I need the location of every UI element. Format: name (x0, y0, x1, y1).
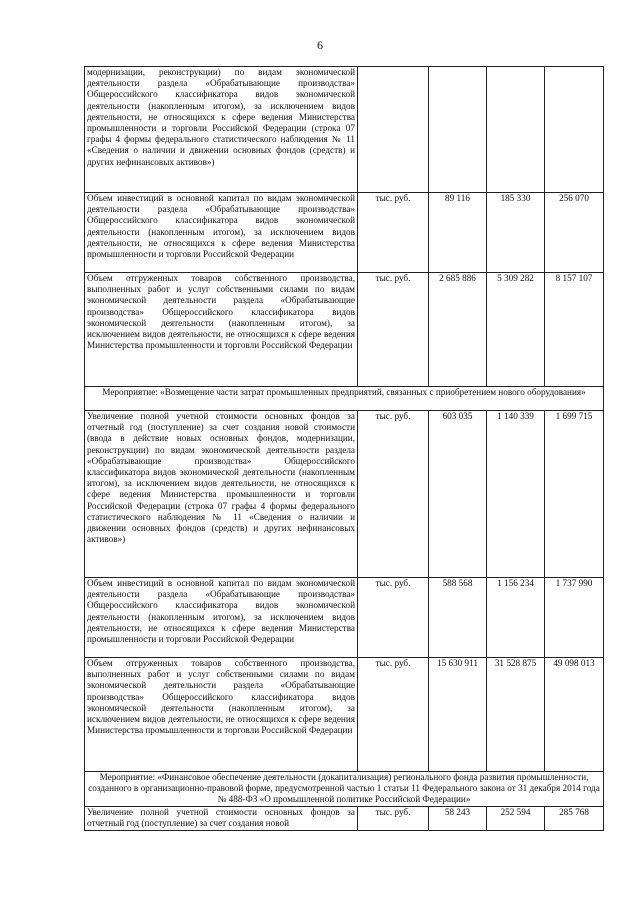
indicator-description: Увеличение полной учетной стоимости основных фондов за отчетный год (поступление) за счет создания новой стоимости (ввода в действие новых основных фондов, модернизации, реконструкции) по видам экономической деятельности раздела «Обрабатывающие производства» Общероссийского классификатора видов экономической деятельности (накопленным итогом), за исключением видов деятельности, не относящихся к сфере ведения Министерства промышленности и торговли Российской Федерации (строка 07 графы 4 формы федерального статистического наблюдения № 11 «Сведения о наличии и движении основных фондов (средств) и других нефинансовых активов») (85, 411, 358, 578)
indicator-value-3: 1 737 990 (545, 578, 604, 658)
indicator-description: модернизации, реконструкции) по видам экономической деятельности раздела «Обрабатывающие производства» Общероссийского классификатора видов экономической деятельности (накопленным итогом), за исключением видов деятельности, не относящихся к сфере ведения Министерства промышленности и торговли Российской Федерации (строка 07 графы 4 формы федерального статистического наблюдения № 11 «Сведения о наличии и движении основных фондов (средств) и других нефинансовых активов») (85, 67, 358, 193)
indicator-description: Объем отгруженных товаров собственного производства, выполненных работ и услуг собственными силами по видам экономической деятельности раздела «Обрабатывающие производства» Общероссийского классификатора видов экономической деятельности (накопленным итогом), за исключением видов деятельности, не относящихся к сфере ведения Министерства промышленности и торговли Российской Федерации (85, 658, 358, 772)
indicator-value-2: 1 156 234 (487, 578, 545, 658)
page-number: 6 (317, 38, 323, 52)
section-heading: Мероприятие: «Возмещение части затрат промышленных предприятий, связанных с приобретением нового оборудования» (85, 387, 604, 411)
indicator-value-2: 1 140 339 (487, 411, 545, 578)
indicator-value-3: 49 098 013 (545, 658, 604, 772)
indicator-value-1: 58 243 (429, 807, 487, 831)
indicator-value-1: 89 116 (429, 193, 487, 273)
indicator-unit: тыс. руб. (358, 578, 429, 658)
section-row (85, 772, 604, 807)
table-row (85, 273, 604, 387)
indicator-description: Объем инвестиций в основной капитал по видам экономической деятельности раздела «Обрабатывающие производства» Общероссийского классификатора видов экономической деятельности (накопленным итогом), за исключением видов деятельности, не относящихся к сфере ведения Министерства промышленности и торговли Российской Федерации (85, 193, 358, 273)
table-row (85, 578, 604, 658)
indicator-unit: тыс. руб. (358, 411, 429, 578)
indicator-value-3: 256 070 (545, 193, 604, 273)
indicator-value-3 (545, 67, 604, 193)
indicator-value-3: 1 699 715 (545, 411, 604, 578)
indicators-table (84, 66, 604, 831)
indicator-value-1: 2 685 886 (429, 273, 487, 387)
indicator-unit: тыс. руб. (358, 273, 429, 387)
indicator-value-1: 588 568 (429, 578, 487, 658)
indicator-value-1: 603 035 (429, 411, 487, 578)
indicator-value-1: 15 630 911 (429, 658, 487, 772)
indicator-value-2: 252 594 (487, 807, 545, 831)
indicator-unit (358, 67, 429, 193)
indicator-unit: тыс. руб. (358, 193, 429, 273)
indicator-value-2: 31 528 875 (487, 658, 545, 772)
indicator-value-2 (487, 67, 545, 193)
indicator-unit: тыс. руб. (358, 807, 429, 831)
indicator-value-2: 185 330 (487, 193, 545, 273)
section-heading: Мероприятие: «Финансовое обеспечение деятельности (докапитализация) регионального фонда развития промышленности, созданного в организационно-правовой форме, предусмотренной частью 1 статьи 11 Федерального закона от 31 декабря 2014 года № 488-ФЗ «О промышленной политике Российской Федерации» (85, 772, 604, 807)
table-row (85, 807, 604, 831)
indicator-value-1 (429, 67, 487, 193)
indicator-description-text: Увеличение полной учетной стоимости основных фондов за отчетный год (поступление) за счет создания новой (87, 807, 355, 829)
table-row (85, 411, 604, 578)
indicator-value-3: 285 768 (545, 807, 604, 831)
indicator-value-2: 5 309 282 (487, 273, 545, 387)
indicator-description (85, 807, 358, 831)
section-row (85, 387, 604, 411)
table-row (85, 67, 604, 193)
indicator-value-3: 8 157 107 (545, 273, 604, 387)
indicator-description: Объем инвестиций в основной капитал по видам экономической деятельности раздела «Обрабатывающие производства» Общероссийского классификатора видов экономической деятельности (накопленным итогом), за исключением видов деятельности, не относящихся к сфере ведения Министерства промышленности и торговли Российской Федерации (85, 578, 358, 658)
table-row (85, 193, 604, 273)
indicator-unit: тыс. руб. (358, 658, 429, 772)
table-row (85, 658, 604, 772)
indicator-description: Объем отгруженных товаров собственного производства, выполненных работ и услуг собственными силами по видам экономической деятельности раздела «Обрабатывающие производства» Общероссийского классификатора видов экономической деятельности (накопленным итогом), за исключением видов деятельности, не относящихся к сфере ведения Министерства промышленности и торговли Российской Федерации (85, 273, 358, 387)
